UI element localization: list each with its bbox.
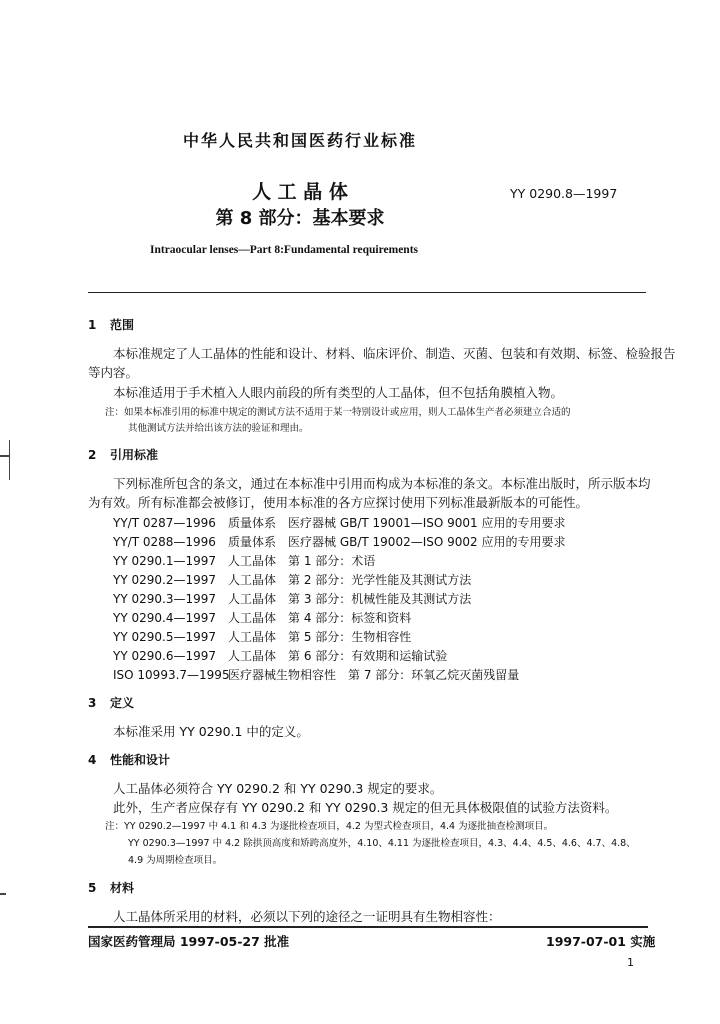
section-heading-scope (88, 316, 134, 333)
note: 其他测试方法并给出该方法的验证和理由。 (128, 423, 309, 434)
approval-note: 国家医药管理局 1997-05-27 批准 (88, 934, 290, 949)
reference-title: 人工晶体 第 4 部分：标签和资料 (228, 611, 412, 625)
reference-title: 质量体系 医疗器械 GB/T 19002—ISO 9002 应用的专用要求 (228, 535, 566, 549)
reference-item (113, 571, 471, 588)
reference-code: ISO 10993.7—1995 (113, 668, 230, 682)
section-title: 引用标准 (110, 448, 159, 462)
org-title: 中华人民共和国医药行业标准 (182, 131, 417, 150)
reference-item (113, 647, 447, 664)
reference-title: 质量体系 医疗器械 GB/T 19001—ISO 9001 应用的专用要求 (228, 516, 566, 530)
section-title: 材料 (110, 881, 135, 895)
note: 注：YY 0290.2—1997 中 4.1 和 4.3 为逐批检查项目，4.2 为型式检查项目，4.4 为逐批抽查检测项目。 (105, 821, 554, 832)
paragraph: 为有效。所有标准都会被修订，使用本标准的各方应探讨使用下列标准最新版本的可能性。 (88, 495, 589, 510)
section-number: 3 (88, 696, 97, 710)
reference-item (113, 533, 565, 550)
reference-item (113, 609, 411, 626)
section-number: 2 (88, 448, 97, 462)
paragraph: 人工晶体必须符合 YY 0290.2 和 YY 0290.3 规定的要求。 (113, 781, 443, 796)
reference-title: 人工晶体 第 6 部分：有效期和运输试验 (228, 649, 448, 663)
reference-item (113, 628, 411, 645)
reference-code: YY 0290.5—1997 (113, 630, 217, 644)
reference-code: YY 0290.3—1997 (113, 592, 217, 606)
scan-mark (0, 893, 6, 895)
paragraph: 本标准采用 YY 0290.1 中的定义。 (113, 724, 309, 739)
reference-item (113, 552, 375, 569)
reference-code: YY 0290.6—1997 (113, 649, 217, 663)
section-title: 性能和设计 (110, 753, 171, 767)
section-number: 5 (88, 881, 97, 895)
standard-number: YY 0290.8—1997 (510, 186, 618, 201)
header-divider (88, 292, 646, 293)
note: YY 0290.3—1997 中 4.2 除拱顶高度和矫跨高度外，4.10、4.11 为逐批检查项目，4.3、4.4、4.5、4.6、4.7、4.8、 (128, 838, 636, 849)
reference-item (113, 666, 519, 683)
section-number: 1 (88, 318, 97, 332)
reference-item (113, 514, 565, 531)
paragraph: 本标准适用于手术植入人眼内前段的所有类型的人工晶体，但不包括角膜植入物。 (113, 385, 564, 400)
paragraph: 此外，生产者应保存有 YY 0290.2 和 YY 0290.3 规定的但无具体极限值的试验方法资料。 (113, 800, 618, 815)
section-heading-materials (88, 879, 134, 896)
section-heading-references (88, 446, 158, 463)
paragraph: 等内容。 (88, 365, 139, 380)
note: 注：如果本标准引用的标准中规定的测试方法不适用于某一特别设计或应用，则人工晶体生产者必须建立合适的 (105, 407, 571, 418)
section-heading-performance (88, 751, 170, 768)
scan-mark (9, 440, 10, 480)
effective-date: 1997-07-01 实施 (546, 934, 656, 949)
section-title: 范围 (110, 318, 135, 332)
section-number: 4 (88, 753, 97, 767)
document-subtitle: 第 8 部分：基本要求 (215, 208, 385, 229)
note: 4.9 为周期检查项目。 (128, 855, 223, 866)
page-number: 1 (627, 956, 634, 969)
reference-code: YY 0290.4—1997 (113, 611, 217, 625)
section-title: 定义 (110, 696, 135, 710)
reference-title: 医疗器械生物相容性 第 7 部分：环氧乙烷灭菌残留量 (228, 668, 520, 682)
reference-title: 人工晶体 第 3 部分：机械性能及其测试方法 (228, 592, 472, 606)
paragraph: 人工晶体所采用的材料，必须以下列的途径之一证明具有生物相容性： (113, 909, 501, 924)
reference-code: YY 0290.2—1997 (113, 573, 217, 587)
paragraph: 下列标准所包含的条文，通过在本标准中引用而构成为本标准的条文。本标准出版时，所示版本均 (113, 476, 651, 491)
reference-code: YY 0290.1—1997 (113, 554, 217, 568)
reference-code: YY/T 0287—1996 (113, 516, 216, 530)
footer-divider (88, 926, 648, 928)
section-heading-definitions (88, 694, 134, 711)
reference-code: YY/T 0288—1996 (113, 535, 216, 549)
reference-title: 人工晶体 第 1 部分：术语 (228, 554, 376, 568)
reference-title: 人工晶体 第 5 部分：生物相容性 (228, 630, 412, 644)
reference-item (113, 590, 471, 607)
reference-title: 人工晶体 第 2 部分：光学性能及其测试方法 (228, 573, 472, 587)
paragraph: 本标准规定了人工晶体的性能和设计、材料、临床评价、制造、灭菌、包装和有效期、标签、检验报告 (113, 346, 676, 361)
english-title: Intraocular lenses—Part 8:Fundamental requirements (150, 244, 418, 256)
document-title: 人 工 晶 体 (252, 181, 348, 203)
